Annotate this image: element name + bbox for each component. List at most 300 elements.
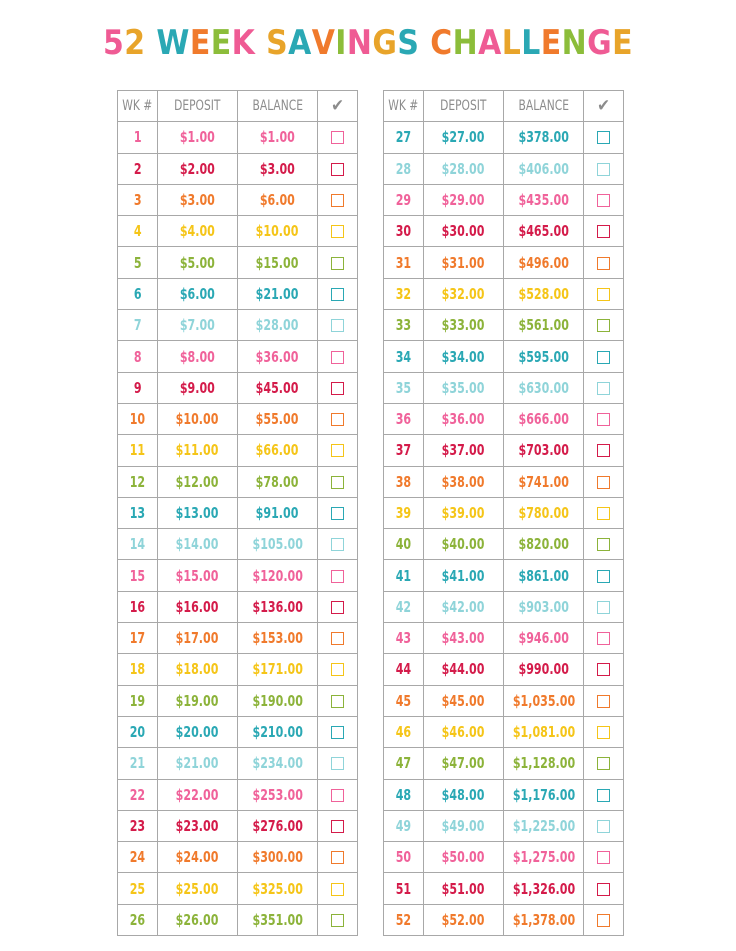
- checkbox-cell[interactable]: [584, 810, 624, 841]
- checkbox[interactable]: [331, 257, 344, 270]
- deposit-cell: $45.00: [424, 685, 504, 716]
- title-letter: N: [346, 23, 373, 63]
- deposit-cell: $6.00: [158, 278, 238, 309]
- checkbox-cell[interactable]: [318, 184, 358, 215]
- table-row: [118, 529, 358, 560]
- balance-cell: $253.00: [238, 779, 318, 810]
- checkbox-cell[interactable]: [584, 654, 624, 685]
- checkbox[interactable]: [331, 820, 344, 833]
- deposit-cell: $7.00: [158, 310, 238, 341]
- week-number-cell: 14: [118, 529, 158, 560]
- checkbox-cell[interactable]: [584, 341, 624, 372]
- checkbox[interactable]: [597, 726, 610, 739]
- checkbox[interactable]: [597, 194, 610, 207]
- checkbox-cell[interactable]: [318, 153, 358, 184]
- deposit-cell: $22.00: [158, 779, 238, 810]
- balance-cell: $351.00: [238, 904, 318, 935]
- checkbox[interactable]: [597, 163, 610, 176]
- week-number-cell: 42: [384, 591, 424, 622]
- table-row: [384, 278, 624, 309]
- week-number-cell: 24: [118, 842, 158, 873]
- title-letter: L: [521, 23, 541, 63]
- deposit-cell: $39.00: [424, 497, 504, 528]
- balance-cell: $21.00: [238, 278, 318, 309]
- table-row: [118, 904, 358, 935]
- week-number-cell: 51: [384, 873, 424, 904]
- checkbox-cell[interactable]: [318, 247, 358, 278]
- checkbox-cell[interactable]: [318, 654, 358, 685]
- checkbox-cell[interactable]: [584, 372, 624, 403]
- checkbox[interactable]: [331, 476, 344, 489]
- table-row: [118, 842, 358, 873]
- checkbox[interactable]: [597, 538, 610, 551]
- checkbox[interactable]: [597, 382, 610, 395]
- table-row: [118, 435, 358, 466]
- week-number-cell: 11: [118, 435, 158, 466]
- week-number-cell: 40: [384, 529, 424, 560]
- checkbox[interactable]: [597, 351, 610, 364]
- week-number-cell: 43: [384, 623, 424, 654]
- balance-cell: $561.00: [504, 310, 584, 341]
- table-row: [384, 842, 624, 873]
- week-number-cell: 23: [118, 810, 158, 841]
- table-row: [384, 748, 624, 779]
- deposit-cell: $35.00: [424, 372, 504, 403]
- table-row: [384, 654, 624, 685]
- checkbox-cell[interactable]: [584, 310, 624, 341]
- checkbox-cell[interactable]: [318, 716, 358, 747]
- checkbox[interactable]: [331, 538, 344, 551]
- checkbox-cell[interactable]: [318, 748, 358, 779]
- checkbox-cell[interactable]: [318, 529, 358, 560]
- table-row: [118, 216, 358, 247]
- checkbox[interactable]: [597, 663, 610, 676]
- week-number-cell: 50: [384, 842, 424, 873]
- balance-cell: $10.00: [238, 216, 318, 247]
- checkbox[interactable]: [597, 820, 610, 833]
- checkbox-cell[interactable]: [318, 779, 358, 810]
- balance-cell: $153.00: [238, 623, 318, 654]
- title-letter: A: [478, 23, 502, 63]
- balance-cell: $28.00: [238, 310, 318, 341]
- checkbox[interactable]: [331, 726, 344, 739]
- deposit-cell: $4.00: [158, 216, 238, 247]
- checkbox-cell[interactable]: [318, 685, 358, 716]
- table-row: [384, 341, 624, 372]
- deposit-cell: $14.00: [158, 529, 238, 560]
- table-row: [384, 497, 624, 528]
- checkbox[interactable]: [331, 757, 344, 770]
- table-row: [384, 529, 624, 560]
- checkmark-icon: ✔: [584, 91, 624, 122]
- balance-cell: $325.00: [238, 873, 318, 904]
- table-row: [384, 810, 624, 841]
- balance-cell: $276.00: [238, 810, 318, 841]
- checkbox[interactable]: [597, 570, 610, 583]
- checkbox[interactable]: [331, 225, 344, 238]
- table-row: [118, 810, 358, 841]
- week-number-cell: 52: [384, 904, 424, 935]
- balance-cell: $666.00: [504, 403, 584, 434]
- checkbox-cell[interactable]: [318, 497, 358, 528]
- checkbox[interactable]: [597, 757, 610, 770]
- checkbox[interactable]: [597, 225, 610, 238]
- deposit-cell: $18.00: [158, 654, 238, 685]
- checkbox-cell[interactable]: [584, 403, 624, 434]
- week-number-cell: 17: [118, 623, 158, 654]
- table-row: [118, 873, 358, 904]
- week-number-cell: 27: [384, 122, 424, 153]
- balance-cell: $903.00: [504, 591, 584, 622]
- table-row: [118, 184, 358, 215]
- checkbox-cell[interactable]: [584, 435, 624, 466]
- checkbox[interactable]: [597, 851, 610, 864]
- checkbox[interactable]: [597, 319, 610, 332]
- checkbox[interactable]: [597, 914, 610, 927]
- table-row: [384, 716, 624, 747]
- checkbox-cell[interactable]: [584, 560, 624, 591]
- table-row: [118, 779, 358, 810]
- checkbox-cell[interactable]: [318, 904, 358, 935]
- deposit-cell: $20.00: [158, 716, 238, 747]
- checkbox-cell[interactable]: [318, 216, 358, 247]
- checkbox[interactable]: [331, 601, 344, 614]
- checkbox[interactable]: [331, 319, 344, 332]
- table-row: [118, 372, 358, 403]
- deposit-cell: $10.00: [158, 403, 238, 434]
- checkbox[interactable]: [331, 883, 344, 896]
- balance-cell: $703.00: [504, 435, 584, 466]
- week-number-cell: 18: [118, 654, 158, 685]
- checkbox-cell[interactable]: [318, 560, 358, 591]
- balance-cell: $3.00: [238, 153, 318, 184]
- checkbox-cell[interactable]: [584, 247, 624, 278]
- deposit-cell: $17.00: [158, 623, 238, 654]
- balance-cell: $15.00: [238, 247, 318, 278]
- savings-table-weeks-1-26: [117, 90, 358, 936]
- checkbox[interactable]: [597, 257, 610, 270]
- balance-cell: $120.00: [238, 560, 318, 591]
- checkbox[interactable]: [597, 476, 610, 489]
- title-letter: E: [210, 23, 232, 63]
- table-row: [118, 560, 358, 591]
- title-letter: W: [156, 23, 190, 63]
- deposit-cell: $37.00: [424, 435, 504, 466]
- balance-cell: $1,176.00: [504, 779, 584, 810]
- week-number-cell: 29: [384, 184, 424, 215]
- deposit-cell: $51.00: [424, 873, 504, 904]
- week-number-cell: 31: [384, 247, 424, 278]
- title-letter: S: [266, 23, 289, 63]
- week-number-cell: 35: [384, 372, 424, 403]
- table-row: [384, 623, 624, 654]
- balance-column-header: BALANCE: [504, 91, 584, 122]
- table-row: [118, 591, 358, 622]
- deposit-cell: $46.00: [424, 716, 504, 747]
- checkbox-cell[interactable]: [584, 685, 624, 716]
- balance-cell: $1,326.00: [504, 873, 584, 904]
- balance-cell: $1,225.00: [504, 810, 584, 841]
- checkbox-cell[interactable]: [318, 466, 358, 497]
- deposit-cell: $13.00: [158, 497, 238, 528]
- deposit-cell: $12.00: [158, 466, 238, 497]
- deposit-cell: $43.00: [424, 623, 504, 654]
- checkbox[interactable]: [597, 695, 610, 708]
- checkbox[interactable]: [331, 163, 344, 176]
- checkbox-cell[interactable]: [318, 310, 358, 341]
- checkbox-cell[interactable]: [318, 403, 358, 434]
- deposit-cell: $15.00: [158, 560, 238, 591]
- checkbox-cell[interactable]: [584, 184, 624, 215]
- checkbox[interactable]: [597, 288, 610, 301]
- deposit-cell: $2.00: [158, 153, 238, 184]
- checkbox[interactable]: [597, 883, 610, 896]
- week-number-cell: 2: [118, 153, 158, 184]
- title-letter: A: [288, 23, 312, 63]
- table-row: [118, 716, 358, 747]
- week-number-cell: 47: [384, 748, 424, 779]
- week-number-cell: 22: [118, 779, 158, 810]
- table-row: [384, 904, 624, 935]
- week-number-cell: 37: [384, 435, 424, 466]
- week-column-header: WK #: [118, 91, 158, 122]
- checkbox[interactable]: [331, 288, 344, 301]
- deposit-cell: $52.00: [424, 904, 504, 935]
- balance-cell: $210.00: [238, 716, 318, 747]
- week-number-cell: 34: [384, 341, 424, 372]
- checkbox[interactable]: [597, 413, 610, 426]
- checkbox-cell[interactable]: [318, 435, 358, 466]
- checkbox-cell[interactable]: [584, 842, 624, 873]
- checkbox[interactable]: [597, 789, 610, 802]
- checkbox-cell[interactable]: [318, 842, 358, 873]
- deposit-cell: $24.00: [158, 842, 238, 873]
- table-row: [384, 466, 624, 497]
- deposit-cell: $16.00: [158, 591, 238, 622]
- deposit-cell: $31.00: [424, 247, 504, 278]
- checkbox[interactable]: [331, 570, 344, 583]
- checkbox-cell[interactable]: [318, 341, 358, 372]
- week-number-cell: 39: [384, 497, 424, 528]
- checkbox-cell[interactable]: [584, 122, 624, 153]
- table-row: [118, 497, 358, 528]
- checkbox[interactable]: [597, 131, 610, 144]
- week-number-cell: 16: [118, 591, 158, 622]
- savings-table-weeks-27-52: [383, 90, 624, 936]
- deposit-cell: $41.00: [424, 560, 504, 591]
- checkbox[interactable]: [331, 382, 344, 395]
- week-number-cell: 28: [384, 153, 424, 184]
- week-number-cell: 45: [384, 685, 424, 716]
- checkbox[interactable]: [597, 632, 610, 645]
- deposit-cell: $26.00: [158, 904, 238, 935]
- deposit-cell: $3.00: [158, 184, 238, 215]
- checkbox-cell[interactable]: [584, 904, 624, 935]
- week-number-cell: 49: [384, 810, 424, 841]
- balance-cell: $780.00: [504, 497, 584, 528]
- checkbox-cell[interactable]: [318, 372, 358, 403]
- checkbox[interactable]: [331, 663, 344, 676]
- checkbox-cell[interactable]: [584, 466, 624, 497]
- checkbox[interactable]: [331, 194, 344, 207]
- balance-cell: $105.00: [238, 529, 318, 560]
- checkbox-cell[interactable]: [318, 623, 358, 654]
- deposit-cell: $1.00: [158, 122, 238, 153]
- checkbox-cell[interactable]: [584, 623, 624, 654]
- title-letter: L: [501, 23, 522, 63]
- title-letter: E: [612, 23, 634, 63]
- table-row: [118, 153, 358, 184]
- deposit-cell: $25.00: [158, 873, 238, 904]
- deposit-cell: $23.00: [158, 810, 238, 841]
- balance-cell: $136.00: [238, 591, 318, 622]
- checkbox-cell[interactable]: [584, 748, 624, 779]
- deposit-cell: $5.00: [158, 247, 238, 278]
- checkbox-cell[interactable]: [584, 591, 624, 622]
- balance-cell: $741.00: [504, 466, 584, 497]
- checkbox[interactable]: [331, 131, 344, 144]
- deposit-cell: $40.00: [424, 529, 504, 560]
- checkbox-cell[interactable]: [318, 873, 358, 904]
- table-row: [384, 591, 624, 622]
- balance-cell: $91.00: [238, 497, 318, 528]
- balance-cell: $6.00: [238, 184, 318, 215]
- deposit-cell: $47.00: [424, 748, 504, 779]
- title-letter: G: [372, 23, 398, 63]
- week-number-cell: 9: [118, 372, 158, 403]
- title-letter: [419, 20, 430, 66]
- table-row: [384, 685, 624, 716]
- week-number-cell: 20: [118, 716, 158, 747]
- deposit-cell: $28.00: [424, 153, 504, 184]
- checkbox[interactable]: [331, 789, 344, 802]
- balance-cell: $300.00: [238, 842, 318, 873]
- title-letter: E: [189, 23, 211, 63]
- balance-cell: $861.00: [504, 560, 584, 591]
- checkbox-cell[interactable]: [584, 716, 624, 747]
- checkbox[interactable]: [331, 695, 344, 708]
- week-number-cell: 15: [118, 560, 158, 591]
- deposit-cell: $50.00: [424, 842, 504, 873]
- balance-cell: $55.00: [238, 403, 318, 434]
- deposit-cell: $36.00: [424, 403, 504, 434]
- week-number-cell: 8: [118, 341, 158, 372]
- checkbox[interactable]: [331, 851, 344, 864]
- checkbox[interactable]: [331, 632, 344, 645]
- deposit-cell: $38.00: [424, 466, 504, 497]
- checkbox-cell[interactable]: [318, 122, 358, 153]
- balance-cell: $190.00: [238, 685, 318, 716]
- table-row: [384, 435, 624, 466]
- table-row: [384, 873, 624, 904]
- table-row: [118, 247, 358, 278]
- checkbox-cell[interactable]: [318, 591, 358, 622]
- checkbox-cell[interactable]: [584, 779, 624, 810]
- week-number-cell: 44: [384, 654, 424, 685]
- balance-cell: $496.00: [504, 247, 584, 278]
- checkbox[interactable]: [331, 507, 344, 520]
- deposit-cell: $44.00: [424, 654, 504, 685]
- title-letter: K: [231, 23, 256, 63]
- balance-cell: $1,035.00: [504, 685, 584, 716]
- checkbox-cell[interactable]: [584, 497, 624, 528]
- balance-cell: $45.00: [238, 372, 318, 403]
- balance-cell: $406.00: [504, 153, 584, 184]
- deposit-cell: $11.00: [158, 435, 238, 466]
- checkbox[interactable]: [331, 351, 344, 364]
- table-row: [384, 216, 624, 247]
- week-number-cell: 19: [118, 685, 158, 716]
- checkbox[interactable]: [331, 413, 344, 426]
- title-letter: V: [311, 23, 336, 63]
- title-letter: N: [561, 23, 588, 63]
- balance-cell: $990.00: [504, 654, 584, 685]
- deposit-column-header: DEPOSIT: [424, 91, 504, 122]
- checkbox-cell[interactable]: [584, 153, 624, 184]
- checkbox[interactable]: [331, 444, 344, 457]
- week-number-cell: 13: [118, 497, 158, 528]
- deposit-cell: $33.00: [424, 310, 504, 341]
- table-row: [384, 560, 624, 591]
- checkbox-cell[interactable]: [318, 810, 358, 841]
- title-letter: [255, 20, 266, 66]
- deposit-cell: $48.00: [424, 779, 504, 810]
- table-row: [118, 278, 358, 309]
- title-letter: G: [587, 23, 613, 63]
- checkmark-icon: ✔: [318, 91, 358, 122]
- balance-cell: $378.00: [504, 122, 584, 153]
- week-number-cell: 26: [118, 904, 158, 935]
- table-row: [118, 341, 358, 372]
- balance-cell: $1,378.00: [504, 904, 584, 935]
- balance-cell: $946.00: [504, 623, 584, 654]
- balance-cell: $820.00: [504, 529, 584, 560]
- checkbox-cell[interactable]: [318, 278, 358, 309]
- table-row: [118, 403, 358, 434]
- balance-cell: $234.00: [238, 748, 318, 779]
- table-row: [118, 685, 358, 716]
- week-number-cell: 32: [384, 278, 424, 309]
- title-letter: C: [430, 23, 453, 63]
- checkbox-cell[interactable]: [584, 278, 624, 309]
- week-number-cell: 21: [118, 748, 158, 779]
- table-header-row: [384, 91, 624, 122]
- deposit-cell: $29.00: [424, 184, 504, 215]
- balance-column-header: BALANCE: [238, 91, 318, 122]
- deposit-cell: $19.00: [158, 685, 238, 716]
- checkbox[interactable]: [597, 444, 610, 457]
- deposit-cell: $30.00: [424, 216, 504, 247]
- title-letter: 5: [102, 23, 125, 63]
- week-number-cell: 38: [384, 466, 424, 497]
- deposit-cell: $8.00: [158, 341, 238, 372]
- week-number-cell: 25: [118, 873, 158, 904]
- checkbox[interactable]: [597, 507, 610, 520]
- balance-cell: $465.00: [504, 216, 584, 247]
- balance-cell: $595.00: [504, 341, 584, 372]
- page-title: [44, 20, 692, 66]
- table-row: [118, 466, 358, 497]
- deposit-cell: $34.00: [424, 341, 504, 372]
- checkbox[interactable]: [597, 601, 610, 614]
- checkbox-cell[interactable]: [584, 216, 624, 247]
- week-number-cell: 30: [384, 216, 424, 247]
- checkbox-cell[interactable]: [584, 529, 624, 560]
- table-row: [384, 153, 624, 184]
- week-number-cell: 10: [118, 403, 158, 434]
- checkbox[interactable]: [331, 914, 344, 927]
- checkbox-cell[interactable]: [584, 873, 624, 904]
